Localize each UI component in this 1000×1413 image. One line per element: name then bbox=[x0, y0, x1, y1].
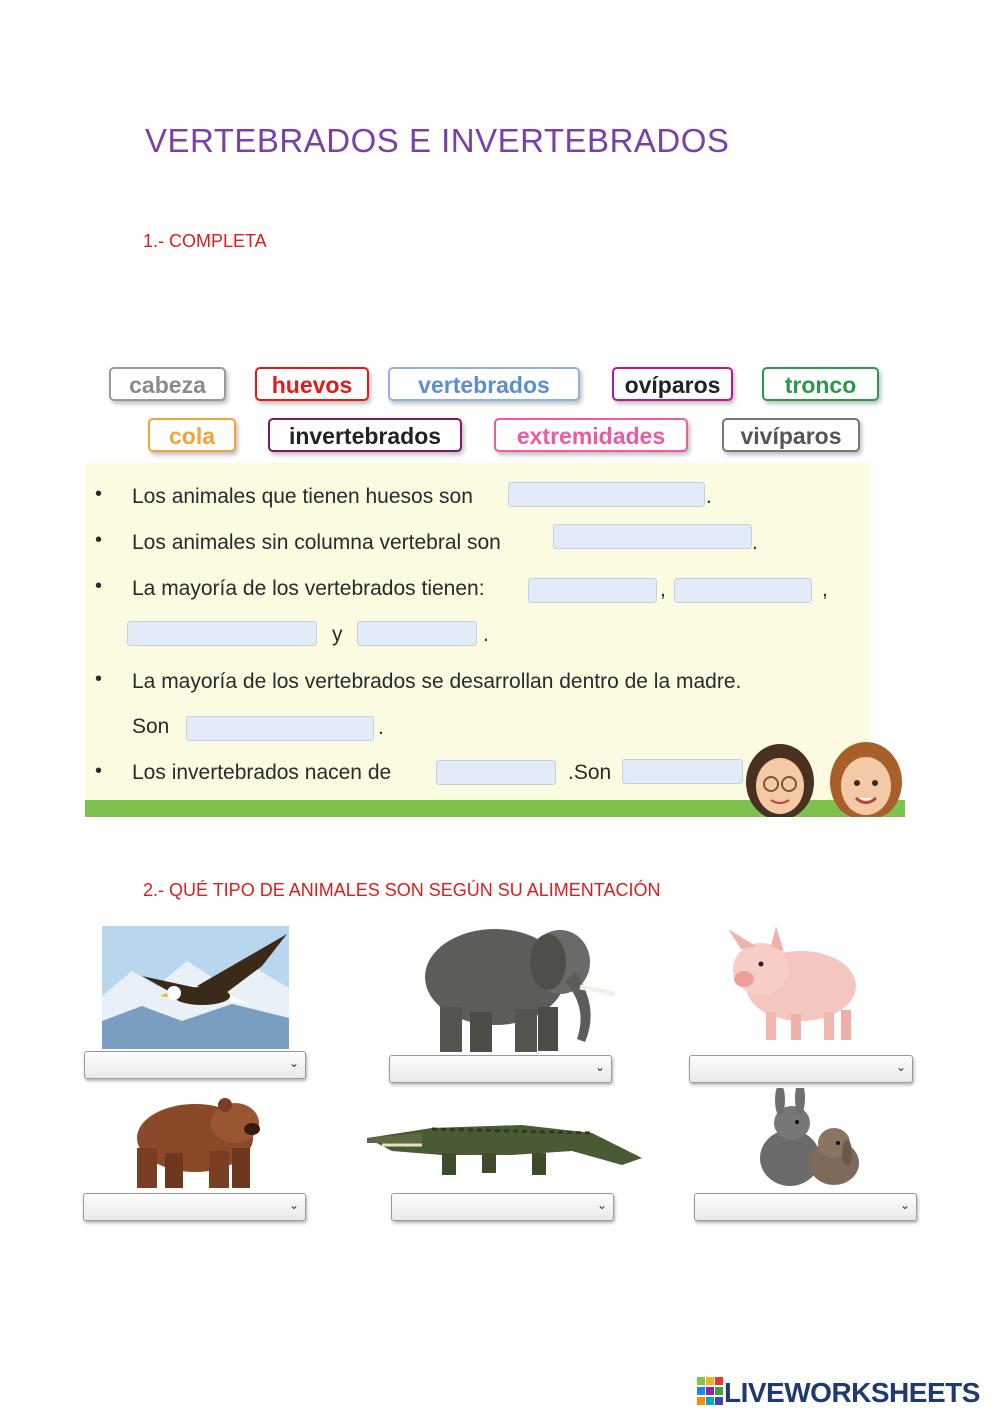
section-1-label: 1.- COMPLETA bbox=[143, 231, 267, 251]
section-2-label: 2.- QUÉ TIPO DE ANIMALES SON SEGÚN SU ALIMENTACIÓN bbox=[143, 880, 661, 900]
period: . bbox=[483, 623, 489, 646]
blank-2[interactable] bbox=[553, 524, 752, 549]
chevron-down-icon: ⌄ bbox=[899, 1198, 910, 1212]
period: . bbox=[378, 716, 384, 739]
page-title: VERTEBRADOS E INVERTEBRADOS bbox=[145, 122, 730, 159]
avatar-2-illustration bbox=[827, 740, 905, 817]
word-extremidades[interactable]: extremidades bbox=[494, 418, 688, 452]
word-cabeza[interactable]: cabeza bbox=[109, 367, 226, 401]
word-vertebrados[interactable]: vertebrados bbox=[388, 367, 580, 401]
chevron-down-icon: ⌄ bbox=[895, 1060, 906, 1074]
blank-8[interactable] bbox=[436, 760, 556, 785]
elephant-image bbox=[410, 917, 615, 1055]
sentence-5: Los invertebrados nacen de bbox=[132, 761, 392, 784]
sentence-5-son: .Son bbox=[568, 761, 612, 784]
food-type-select-pig[interactable] bbox=[689, 1055, 913, 1083]
sentence-3: La mayoría de los vertebrados tienen: bbox=[132, 577, 485, 600]
food-type-select-eagle[interactable] bbox=[84, 1051, 306, 1079]
food-type-select-crocodile[interactable] bbox=[391, 1193, 614, 1221]
word-viviparos[interactable]: vivíparos bbox=[722, 418, 860, 452]
blank-5[interactable] bbox=[127, 621, 317, 646]
food-type-select-bear[interactable] bbox=[83, 1193, 306, 1221]
bullet: • bbox=[95, 760, 103, 782]
word-cola[interactable]: cola bbox=[148, 418, 236, 452]
period: . bbox=[706, 485, 712, 508]
eagle-image bbox=[102, 926, 289, 1049]
comma: , bbox=[822, 578, 828, 601]
word-tronco[interactable]: tronco bbox=[762, 367, 879, 401]
sentence-4-son: Son bbox=[132, 715, 170, 738]
sentence-4: La mayoría de los vertebrados se desarrollan dentro de la madre. bbox=[132, 670, 742, 693]
bullet: • bbox=[95, 483, 103, 505]
blank-1[interactable] bbox=[508, 482, 705, 507]
period: . bbox=[752, 531, 758, 554]
bullet: • bbox=[95, 668, 103, 690]
sentence-1: Los animales que tienen huesos son bbox=[132, 485, 473, 508]
pig-image bbox=[716, 924, 862, 1042]
avatar-1-illustration bbox=[745, 740, 815, 817]
blank-6[interactable] bbox=[357, 621, 477, 646]
word-oviparos[interactable]: ovíparos bbox=[612, 367, 733, 401]
comma: , bbox=[660, 578, 666, 601]
conjunction-y: y bbox=[332, 623, 343, 646]
chevron-down-icon: ⌄ bbox=[594, 1060, 605, 1074]
word-huevos[interactable]: huevos bbox=[255, 367, 369, 401]
bullet: • bbox=[95, 529, 103, 551]
chevron-down-icon: ⌄ bbox=[288, 1056, 299, 1070]
bear-image bbox=[117, 1093, 260, 1190]
liveworksheets-logo-icon bbox=[697, 1377, 723, 1407]
word-invertebrados[interactable]: invertebrados bbox=[268, 418, 462, 452]
exercise-1 bbox=[85, 355, 905, 817]
food-type-select-rabbits[interactable] bbox=[694, 1193, 917, 1221]
crocodile-image bbox=[362, 1103, 644, 1183]
chevron-down-icon: ⌄ bbox=[288, 1198, 299, 1212]
blank-4[interactable] bbox=[674, 578, 812, 603]
brand-wordmark: LIVEWORKSHEETS bbox=[724, 1377, 980, 1408]
sentence-2: Los animales sin columna vertebral son bbox=[132, 531, 501, 554]
food-type-select-elephant[interactable] bbox=[389, 1055, 612, 1083]
bullet: • bbox=[95, 575, 103, 597]
rabbits-image bbox=[752, 1088, 862, 1188]
blank-7[interactable] bbox=[186, 716, 374, 741]
blank-9[interactable] bbox=[622, 759, 743, 784]
blank-3[interactable] bbox=[528, 578, 657, 603]
chevron-down-icon: ⌄ bbox=[596, 1198, 607, 1212]
